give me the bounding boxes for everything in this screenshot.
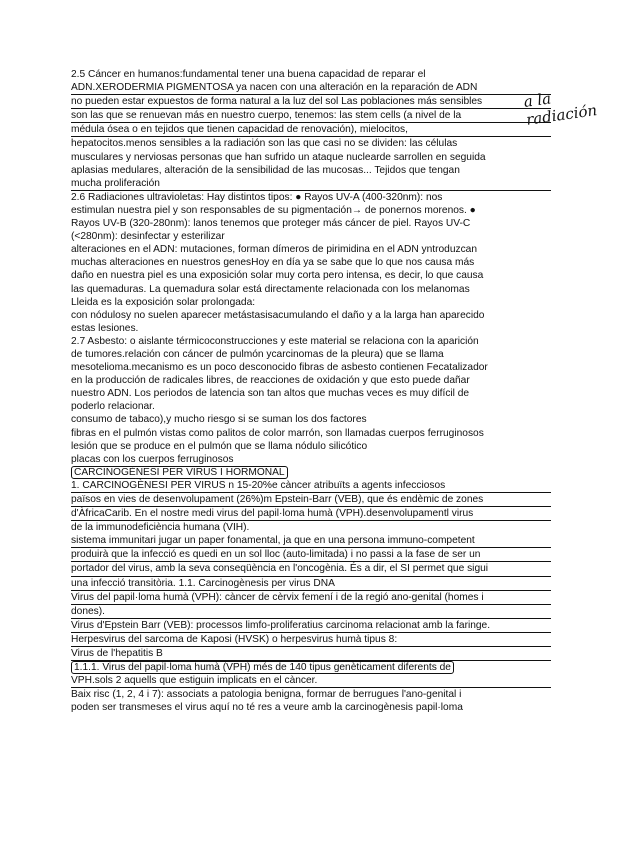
text-line: estimulan nuestra piel y son responsables de su pigmentación→ de ponernos morenos. ● <box>71 204 476 216</box>
text-line: dones). <box>71 605 551 619</box>
text-line: de tumores.relación con cáncer de pulmón ycarcinomas de la pleura) que se llama <box>71 348 444 360</box>
text-line: hepatocitos.menos sensibles a la radiación son las que casi no se dividen: las células <box>71 138 458 150</box>
text-line: Baix risc (1, 2, 4 i 7): associats a patologia benigna, formar de berrugues l'ano-genital i <box>71 689 462 701</box>
handwritten-margin-note: a la radiación <box>522 89 599 129</box>
text-line: portador del virus, amb la seva conseqüència en l'oncogènia. És a dir, el SI permet que sigui <box>71 562 551 576</box>
text-line: las quemaduras. La quemadura solar está directamente relacionada con los melanomas <box>71 283 470 295</box>
text-line: 2.6 Radiaciones ultravioletas: Hay distintos tipos: ● Rayos UV-A (400-320nm): nos <box>71 191 443 203</box>
text-line: Virus de l'hepatitis B <box>71 647 551 661</box>
text-line: consumo de tabaco),y mucho riesgo si se suman los dos factores <box>71 414 367 426</box>
text-line: Lleida es la exposición solar prolongada: <box>71 296 256 308</box>
text-line: Virus d'Epstein Barr (VEB): processos limfo-proliferatius carcinoma relacionat amb la faringe. <box>71 619 551 633</box>
text-line: VPH.sols 2 aquells que estiguin implicats en el càncer. <box>71 674 551 688</box>
text-line: nuestro ADN. Los periodos de latencia son tan altos que muchas veces es muy difícil de <box>71 388 470 400</box>
section-heading <box>71 466 551 479</box>
text-line: lesión que se produce en el pulmón que se llama nódulo silicótico <box>71 440 368 452</box>
heading-box: CARCINOGÈNESI PER VIRUS I HORMONAL <box>71 466 288 479</box>
text-line: produirà que la infecció es quedi en un sol lloc (auto-limitada) i no passi a la fase de ser un <box>71 548 551 562</box>
text-line: en la producción de radicales libres, de reacciones de oxidación y que esto puede dañar <box>71 375 470 387</box>
text-line: mucha proliferación <box>71 177 551 191</box>
text-line: alteraciones en el ADN: mutaciones, forman dímeros de pirimidina en el ADN yntroduzcan <box>71 244 478 256</box>
text-line: de la immunodeficiència humana (VIH). <box>71 522 250 534</box>
text-line: (<280nm): desinfectar y esterilizar <box>71 231 225 243</box>
text-line: 1. CARCINOGÈNESI PER VIRUS n 15-20%e càncer atribuïts a agents infecciosos <box>71 479 551 493</box>
text-line: 2.7 Asbesto: o aislante térmicoconstrucciones y este material se relaciona con la aparición <box>71 335 479 347</box>
subsection-heading <box>71 661 551 674</box>
text-line: son las que se renuevan más en nuestro cuerpo, tenemos: las stem cells (a nivel de la <box>71 109 551 123</box>
text-line: musculares y nerviosas personas que han sufrido un ataque nuclearde sarrollen en seguida <box>71 151 486 163</box>
text-line: médula ósea o en tejidos que tienen capacidad de renovación), mielocitos, <box>71 123 551 137</box>
text-line: països en vies de desenvolupament (26%)m Epstein-Barr (VEB), que és endèmic de zones <box>71 493 551 507</box>
text-line: una infecció transitòria. 1.1. Carcinogènesis per virus DNA <box>71 577 551 591</box>
text-line: Herpesvirus del sarcoma de Kaposi (HVSK) o herpesvirus humà tipus 8: <box>71 633 551 647</box>
text-line: fibras en el pulmón vistas como palitos de color marrón, son llamadas cuerpos ferruginosos <box>71 427 484 439</box>
text-line: poderlo relacionar. <box>71 401 155 413</box>
text-line: mesotelioma.mecanismo es un poco desconocido fibras de asbesto contienen Fecatalizador <box>71 362 488 374</box>
subheading-box: 1.1.1. Virus del papil·loma humà (VPH) més de 140 tipus genèticament diferents de <box>71 661 454 674</box>
text-line: con nódulosy no suelen aparecer metástasisacumulando el daño y a la larga han aparecido <box>71 309 485 321</box>
text-line: d'ÀfricaCarib. En el nostre medi virus del papil·loma humà (VPH).desenvolupamentl virus <box>71 507 551 521</box>
text-line: Virus del papil·loma humà (VPH): càncer de cèrvix femení i de la regió ano-genital (homes i <box>71 591 551 605</box>
text-line: placas con los cuerpos ferruginosos <box>71 453 234 465</box>
document-body <box>71 68 551 715</box>
text-line: ADN.XERODERMIA PIGMENTOSA ya nacen con una alteración en la reparación de ADN <box>71 81 551 95</box>
text-line: Rayos UV-B (320-280nm): lanos tenemos que proteger más cáncer de piel. Rayos UV-C <box>71 218 471 230</box>
text-line: no pueden estar expuestos de forma natural a la luz del sol Las poblaciones más sensibles <box>71 95 551 109</box>
text-line: poden ser transmeses el virus aquí no té res a veure amb la carcinogènesis papil·loma <box>71 702 463 714</box>
text-line: aplasias medulares, alteración de la sensibilidad de las mucosas... Tejidos que tengan <box>71 164 460 176</box>
text-line: estas lesiones. <box>71 322 139 334</box>
text-line: daño en nuestra piel es una exposición solar muy corta pero intensa, es decir, lo que causa <box>71 270 484 282</box>
text-line: muchas alteraciones en nuestros genesHoy en día ya se sabe que lo que nos causa más <box>71 257 475 269</box>
text-line: sistema immunitari jugar un paper fonamental, ja que en una persona immuno-competent <box>71 534 551 548</box>
text-line: 2.5 Cáncer en humanos:fundamental tener una buena capacidad de reparar el <box>71 69 426 80</box>
